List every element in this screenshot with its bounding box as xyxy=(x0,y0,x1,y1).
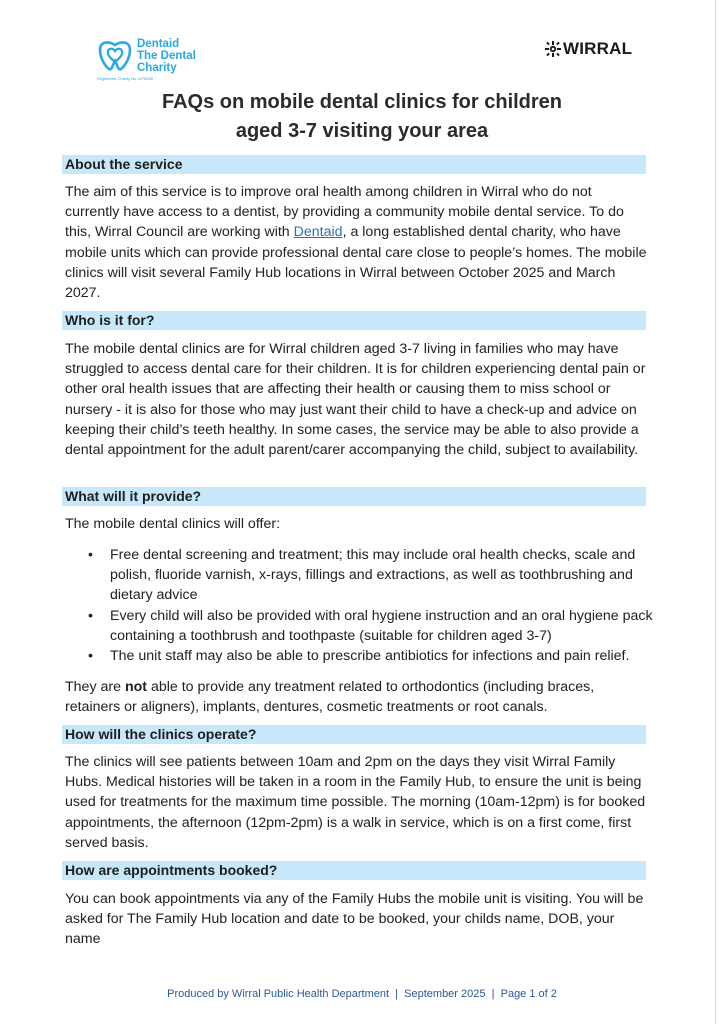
booked-paragraph: You can book appointments via any of the Family Hubs the mobile unit is visiting. You will be asked for The Family Hub location and date to be booked, your childs name, DOB, your name xyxy=(65,891,644,948)
dentaid-name-line2: The Dental xyxy=(137,50,196,62)
page-title-line2: aged 3-7 visiting your area xyxy=(235,120,489,142)
section-heading-provide: What will it provide? xyxy=(62,487,646,506)
about-text-end: , a long established dental charity, who have mobile units which can provide professional dental care close to people’s homes. The mobile clinics will visit several Family Hub locations in Wirral between October 2025 and March 2027. xyxy=(65,224,647,302)
dentaid-logo xyxy=(97,38,217,84)
dentaid-link[interactable]: Dentaid xyxy=(293,224,343,241)
footer-separator: | xyxy=(395,988,399,1000)
not-provided-suffix: able to provide any treatment related to orthodontics (including braces, retainers or aligners), implants, dentures, cosmetic treatments or root canals. xyxy=(65,679,595,716)
page-title-line1: FAQs on mobile dental clinics for children xyxy=(161,91,563,113)
not-emphasis: not xyxy=(124,679,147,695)
provide-bullet-list xyxy=(65,545,655,666)
tooth-heart-icon xyxy=(97,40,133,72)
section-heading-booked: How are appointments booked? xyxy=(62,861,646,880)
provide-intro: The mobile dental clinics will offer: xyxy=(65,516,281,532)
list-item xyxy=(65,606,655,646)
footer-producer: Produced by Wirral Public Health Department xyxy=(167,988,390,1000)
page-title xyxy=(60,88,664,146)
dentaid-name-line1: Dentaid xyxy=(137,38,180,50)
list-item xyxy=(65,646,655,666)
bullet-icon: • xyxy=(88,648,93,665)
list-item-text: Every child will also be provided with oral hygiene instruction and an oral hygiene pack containing a toothbrush and toothpaste (suitable for children aged 3-7) xyxy=(110,607,653,644)
wirral-emblem-icon xyxy=(545,41,561,57)
who-paragraph: The mobile dental clinics are for Wirral children aged 3-7 living in families who may have struggled to access dental care for their children. It is for children experiencing dental pain or other oral health issues that are affecting their health or causing them to miss school or nursery - it is also for those who may just want their child to have a check-up and advice on keeping their child’s teeth healthy. In some cases, the service may be able to also provide a dental appointment for the adult parent/carer accompanying the child, subject to availability. xyxy=(65,341,646,459)
operate-paragraph: The clinics will see patients between 10am and 2pm on the days they visit Wirral Family Hubs. Medical histories will be taken in a room in the Family Hub, to ensure the unit is being used for treatments for the maximum time possible. The morning (10am-12pm) is for booked appointments, the afternoon (12pm-2pm) is a walk in service, which is on a first come, first served basis. xyxy=(65,754,646,851)
not-provided-paragraph xyxy=(65,677,650,717)
wirral-wordmark: WIRRAL xyxy=(563,39,633,58)
list-item-text: Free dental screening and treatment; this may include oral health checks, scale and polish, fluoride varnish, x-rays, fillings and extractions, as well as toothbrushing and dietary advice xyxy=(110,547,636,604)
not-provided-prefix: They are xyxy=(65,679,125,695)
footer-date: September 2025 xyxy=(404,988,486,1000)
list-item-text: The unit staff may also be able to prescribe antibiotics for infections and pain relief. xyxy=(110,648,630,665)
dentaid-name xyxy=(137,38,196,74)
section-heading-operate: How will the clinics operate? xyxy=(62,725,646,744)
footer-separator: | xyxy=(491,988,495,1000)
section-heading-who: Who is it for? xyxy=(62,311,646,330)
wirral-logo xyxy=(545,39,632,59)
bullet-icon: • xyxy=(88,607,93,624)
dentaid-name-line3: Charity xyxy=(137,62,177,74)
page-number: Page 1 of 2 xyxy=(500,988,557,1000)
scan-edge-line xyxy=(715,0,716,1024)
page-footer xyxy=(0,988,724,1000)
about-text-start: The aim of this service is to improve oral health among children in Wirral who do not currently have access to a dentist, by providing a community mobile dental service. To do this, Wirral Council are working with xyxy=(65,184,624,241)
about-paragraph xyxy=(65,182,650,303)
bullet-icon: • xyxy=(88,547,93,563)
registered-charity-number: Registered Charity No 1078526 xyxy=(97,76,154,81)
list-item xyxy=(65,545,655,606)
section-heading-about: About the service xyxy=(62,155,646,174)
